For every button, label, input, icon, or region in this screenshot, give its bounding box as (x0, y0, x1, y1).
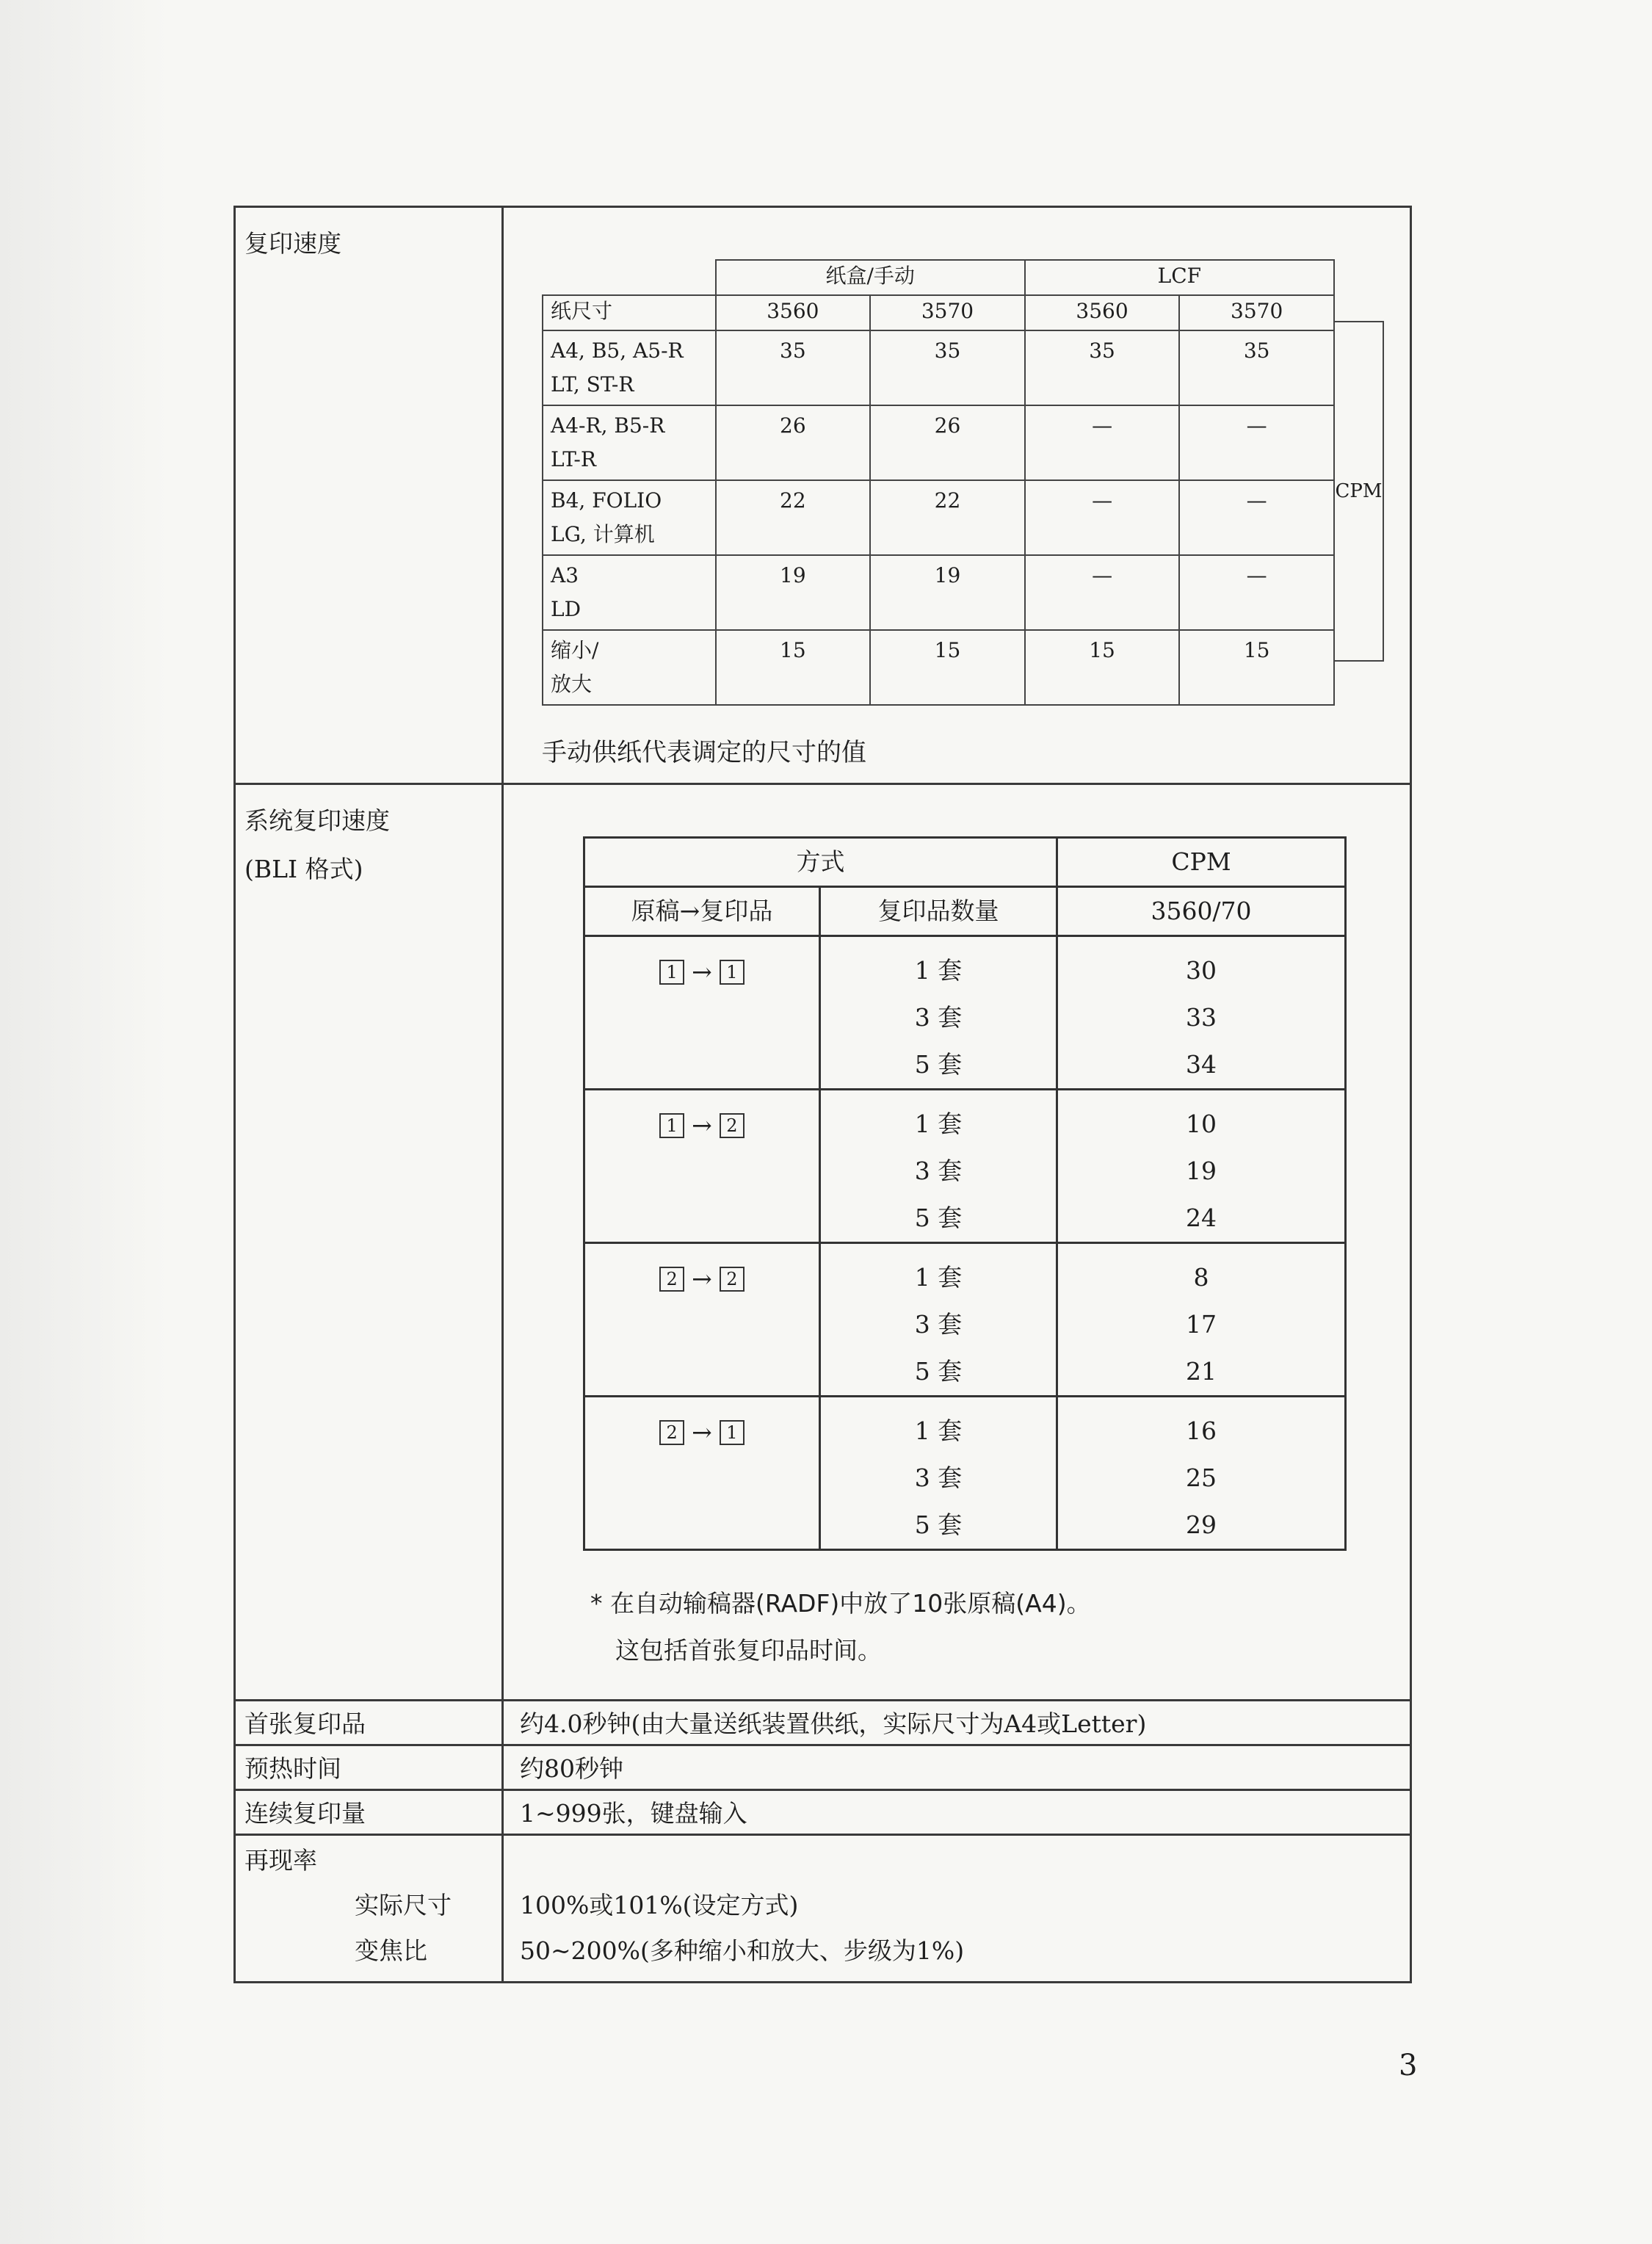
row-warmup (235, 1745, 1411, 1790)
label-cell (235, 1745, 503, 1790)
mode-cell (584, 1090, 820, 1243)
speed-value: — (1179, 555, 1334, 630)
value-cell (503, 784, 1411, 1701)
spec-table (233, 206, 1412, 1983)
label-cell (235, 1790, 503, 1835)
table-row (584, 838, 1346, 887)
label-cell (235, 1701, 503, 1745)
first-copy-label: 首张复印品 (244, 1709, 366, 1738)
header-model: 3560 (716, 295, 871, 330)
header-lcf: LCF (1025, 260, 1334, 295)
speed-value: 15 (716, 630, 871, 705)
table-row (543, 405, 1334, 480)
page-number: 3 (1399, 2049, 1418, 2082)
arrow-right-icon: → (692, 1418, 712, 1447)
continuous-value: 1~999张，键盘输入 (520, 1799, 747, 1828)
original-side-box: 1 (659, 960, 684, 985)
table-row (584, 1090, 1346, 1243)
size-cell: B4, FOLIO LG, 计算机 (543, 480, 716, 555)
speed-value: — (1179, 405, 1334, 480)
speed-value: 22 (870, 480, 1025, 555)
header-model: 3560/70 (1057, 887, 1346, 936)
header-mode: 方式 (584, 838, 1057, 887)
row-reproduction (235, 1835, 1411, 1983)
table-row (584, 1243, 1346, 1397)
system-speed-label: 系统复印速度 (244, 806, 390, 835)
copy-side-box: 2 (720, 1113, 745, 1138)
value-cell (503, 1745, 1411, 1790)
system-speed-note (590, 1580, 1410, 1674)
count-cell: 1 套 3 套 5 套 (820, 1397, 1057, 1550)
mode-cell (584, 1243, 820, 1397)
row-continuous (235, 1790, 1411, 1835)
speed-value: 19 (870, 555, 1025, 630)
cpm-unit-label: CPM (1335, 480, 1383, 502)
table-row (584, 1397, 1346, 1550)
row-copy-speed (235, 207, 1411, 784)
size-cell: A3 LD (543, 555, 716, 630)
zoom-value: 50~200%(多种缩小和放大、步级为1%) (520, 1936, 965, 1965)
label-cell (235, 784, 503, 1701)
header-original-to-copy: 原稿→复印品 (584, 887, 820, 936)
value-cell (503, 1790, 1411, 1835)
speed-value: 15 (1025, 630, 1180, 705)
speed-value: 26 (716, 405, 871, 480)
value-cell (503, 207, 1411, 784)
size-cell: 缩小/ 放大 (543, 630, 716, 705)
copy-side-box: 2 (720, 1267, 745, 1292)
header-model: 3560 (1025, 295, 1180, 330)
cpm-cell: 10 19 24 (1057, 1090, 1346, 1243)
arrow-right-icon: → (692, 1264, 712, 1293)
label-cell (235, 1835, 503, 1983)
actual-size-label: 实际尺寸 (355, 1891, 452, 1919)
cpm-cell: 8 17 21 (1057, 1243, 1346, 1397)
system-speed-format: (BLI 格式) (244, 855, 363, 883)
speed-value: 35 (716, 330, 871, 405)
warmup-label: 预热时间 (244, 1754, 341, 1783)
speed-value: — (1025, 405, 1180, 480)
header-model: 3570 (1179, 295, 1334, 330)
speed-value: 35 (1025, 330, 1180, 405)
mode-cell (584, 1397, 820, 1550)
speed-value: 26 (870, 405, 1025, 480)
arrow-right-icon: → (692, 958, 712, 986)
count-cell: 1 套 3 套 5 套 (820, 936, 1057, 1090)
note-line: * 在自动输稿器(RADF)中放了10张原稿(A4)。 (590, 1589, 1091, 1618)
value-cell (503, 1835, 1411, 1983)
table-row (543, 555, 1334, 630)
copy-speed-table (542, 259, 1335, 706)
table-row (543, 295, 1334, 330)
table-row (584, 936, 1346, 1090)
copy-speed-label: 复印速度 (244, 229, 341, 258)
header-model: 3570 (870, 295, 1025, 330)
size-cell: A4, B5, A5-R LT, ST-R (543, 330, 716, 405)
table-row (543, 330, 1334, 405)
mode-cell (584, 936, 820, 1090)
original-side-box: 1 (659, 1113, 684, 1138)
first-copy-value: 约4.0秒钟(由大量送纸装置供纸，实际尺寸为A4或Letter) (520, 1709, 1147, 1738)
speed-value: — (1025, 555, 1180, 630)
label-cell (235, 207, 503, 784)
arrow-right-icon: → (692, 1111, 712, 1140)
cpm-cell: 16 25 29 (1057, 1397, 1346, 1550)
table-row (543, 480, 1334, 555)
row-first-copy (235, 1701, 1411, 1745)
speed-value: — (1179, 480, 1334, 555)
table-row (543, 260, 1334, 295)
speed-value: 19 (716, 555, 871, 630)
speed-value: 35 (1179, 330, 1334, 405)
row-system-speed (235, 784, 1411, 1701)
value-cell (503, 1701, 1411, 1745)
speed-value: 15 (870, 630, 1025, 705)
header-copy-count: 复印品数量 (820, 887, 1057, 936)
copy-side-box: 1 (720, 960, 745, 985)
table-row (543, 630, 1334, 705)
cpm-cell: 30 33 34 (1057, 936, 1346, 1090)
count-cell: 1 套 3 套 5 套 (820, 1090, 1057, 1243)
header-cpm: CPM (1057, 838, 1346, 887)
speed-value: — (1025, 480, 1180, 555)
count-cell: 1 套 3 套 5 套 (820, 1243, 1057, 1397)
cpm-unit-bracket (1335, 321, 1384, 662)
copy-side-box: 1 (720, 1420, 745, 1445)
table-row (584, 887, 1346, 936)
speed-value: 35 (870, 330, 1025, 405)
actual-size-value: 100%或101%(设定方式) (520, 1891, 799, 1919)
header-paper-size: 纸尺寸 (543, 295, 716, 330)
page-edge-shadow (0, 0, 169, 2244)
copy-speed-table-wrap (542, 259, 1386, 706)
size-cell: A4-R, B5-R LT-R (543, 405, 716, 480)
reproduction-label: 再现率 (244, 1846, 317, 1875)
original-side-box: 2 (659, 1267, 684, 1292)
zoom-label: 变焦比 (355, 1936, 427, 1965)
system-speed-table (583, 836, 1347, 1551)
copy-speed-note: 手动供纸代表调定的尺寸的值 (542, 738, 866, 767)
header-cassette-manual: 纸盒/手动 (716, 260, 1025, 295)
speed-value: 15 (1179, 630, 1334, 705)
warmup-value: 约80秒钟 (520, 1754, 623, 1783)
note-line: 这包括首张复印品时间。 (615, 1636, 882, 1665)
continuous-label: 连续复印量 (244, 1799, 366, 1828)
speed-value: 22 (716, 480, 871, 555)
original-side-box: 2 (659, 1420, 684, 1445)
